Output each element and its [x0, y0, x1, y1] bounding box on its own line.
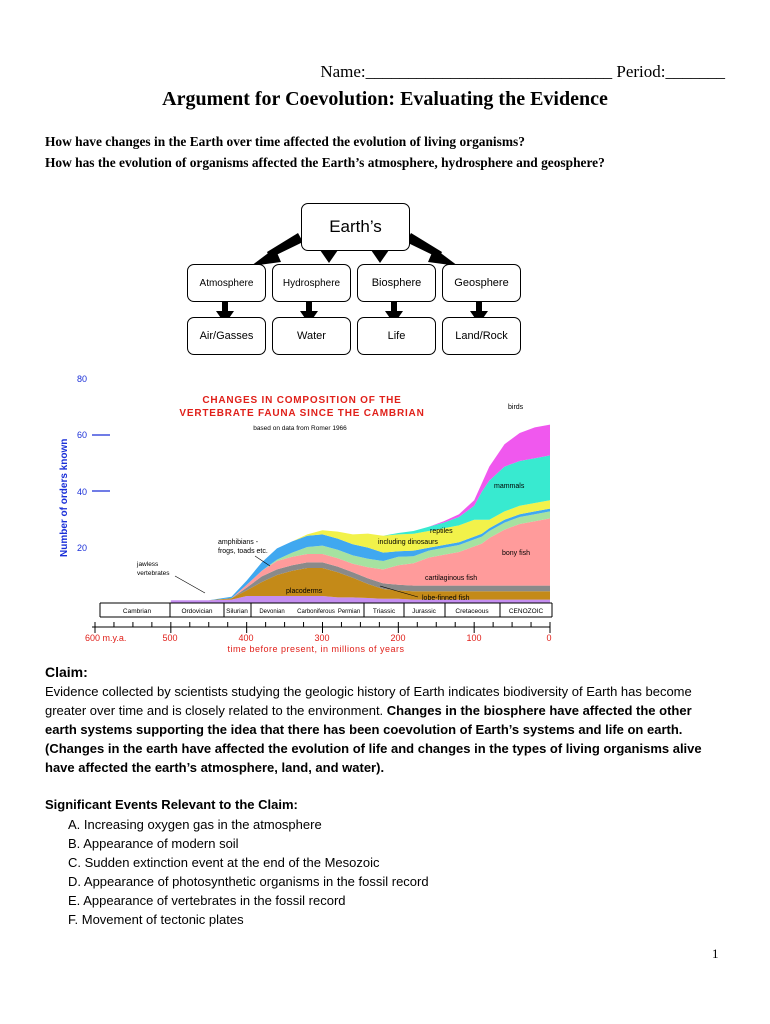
y-tick-40: 40 — [77, 487, 88, 497]
chart-title-line-1: CHANGES IN COMPOSITION OF THE — [202, 395, 402, 406]
jawless-pointer — [175, 576, 205, 593]
chart-area-layers — [171, 425, 550, 603]
atmosphere-box: Atmosphere — [187, 264, 266, 302]
period-devonian: Devonian — [259, 609, 285, 615]
chart-title-line-2: VERTEBRATE FAUNA SINCE THE CAMBRIAN — [179, 408, 425, 419]
name-period-line: Name:_____________________________ Period:_______ — [320, 62, 725, 81]
events-heading: Significant Events Relevant to the Claim: — [45, 797, 298, 812]
label-amphibians-2: frogs, toads etc. — [218, 548, 268, 555]
x-tick-300: 300 — [314, 633, 330, 643]
item-text: Appearance of photosynthetic organisms in the fossil record — [83, 874, 429, 889]
label-amphibians: amphibians - — [218, 539, 259, 546]
list-item — [68, 815, 429, 834]
y-axis-label: Number of orders known — [59, 438, 70, 557]
guiding-question-2: How has the evolution of organisms affected the Earth’s atmosphere, hydrosphere and geosphere? — [45, 155, 605, 170]
x-tick-600: 600 m.y.a. — [85, 633, 127, 643]
item-text: Increasing oxygen gas in the atmosphere — [83, 817, 322, 832]
period-jurassic: Jurassic — [412, 608, 436, 615]
y-tick-60: 60 — [77, 430, 88, 440]
hydrosphere-box: Hydrosphere — [272, 264, 351, 302]
air-gasses-box: Air/Gasses — [187, 317, 266, 355]
y-tick-20: 20 — [77, 543, 88, 553]
vertebrate-fauna-chart — [0, 360, 770, 660]
item-text: Movement of tectonic plates — [81, 912, 244, 927]
geosphere-box: Geosphere — [442, 264, 521, 302]
item-letter: C. — [68, 855, 81, 870]
claim-text-bold: Changes in the biosphere have affected the other earth systems supporting the idea that there has been coevolution of Earth’s systems and life on earth. (Changes in the earth have affected the evolution of life and changes in the types of living organisms alive have affected the earth’s atmosphere, land, and water). — [45, 703, 702, 775]
label-reptiles: reptiles — [430, 528, 453, 535]
period-cretaceous: Cretaceous — [455, 608, 489, 615]
document-title: Argument for Coevolution: Evaluating the Evidence — [162, 88, 608, 110]
x-tick-500: 500 — [162, 633, 178, 643]
list-item — [68, 853, 429, 872]
label-cartilaginous: cartilaginous fish — [425, 575, 478, 582]
list-item — [68, 910, 429, 929]
label-placoderms: placoderms — [286, 588, 323, 595]
label-lobe-finned: lobe-finned fish — [422, 595, 470, 602]
life-box: Life — [357, 317, 436, 355]
item-letter: B. — [68, 836, 81, 851]
period-carboniferous: Carboniferous — [297, 609, 335, 615]
x-tick-0: 0 — [546, 633, 552, 643]
events-list — [68, 815, 429, 929]
page-number: 1 — [712, 946, 719, 961]
list-item — [68, 872, 429, 891]
period-silurian: Silurian — [226, 608, 248, 615]
period-cenozoic: CENOZOIC — [508, 608, 544, 615]
x-tick-200: 200 — [390, 633, 406, 643]
x-tick-400: 400 — [238, 633, 254, 643]
guiding-question-1: How have changes in the Earth over time affected the evolution of living organisms? — [45, 134, 525, 149]
period-cambrian: Cambrian — [122, 608, 152, 615]
label-bony-fish: bony fish — [502, 550, 531, 557]
label-birds: birds — [508, 404, 524, 411]
list-item — [68, 891, 429, 910]
period-permian: Permian — [337, 609, 361, 615]
x-tick-100: 100 — [466, 633, 482, 643]
item-letter: D. — [68, 874, 81, 889]
list-item — [68, 834, 429, 853]
x-axis-label: time before present, in millions of years — [227, 644, 405, 654]
period-ordovician: Ordovician — [181, 608, 213, 615]
claim-heading: Claim: — [45, 664, 88, 680]
chart-subtitle: based on data from Romer 1966 — [253, 425, 347, 432]
item-text: Sudden extinction event at the end of the Mesozoic — [84, 855, 380, 870]
item-letter: A. — [68, 817, 81, 832]
y-tick-80: 80 — [77, 374, 88, 384]
water-box: Water — [272, 317, 351, 355]
item-text: Appearance of modern soil — [83, 836, 239, 851]
biosphere-box: Biosphere — [357, 264, 436, 302]
label-jawless: jawless — [137, 561, 159, 568]
land-rock-box: Land/Rock — [442, 317, 521, 355]
label-reptiles-2: including dinosaurs — [378, 539, 438, 546]
label-jawless-2: vertebrates — [137, 570, 170, 577]
item-letter: F. — [68, 912, 79, 927]
earths-root-box: Earth’s — [301, 203, 410, 251]
item-text: Appearance of vertebrates in the fossil record — [83, 893, 346, 908]
diagram-arrows — [0, 0, 770, 360]
label-mammals: mammals — [494, 483, 525, 490]
period-triassic: Triassic — [372, 608, 396, 615]
item-letter: E. — [68, 893, 81, 908]
claim-paragraph — [45, 682, 725, 777]
claim-text-plain: Evidence collected by scientists studying the geologic history of Earth indicates biodiversity of Earth has become greater over time and is closely related to the environment. — [45, 684, 692, 718]
